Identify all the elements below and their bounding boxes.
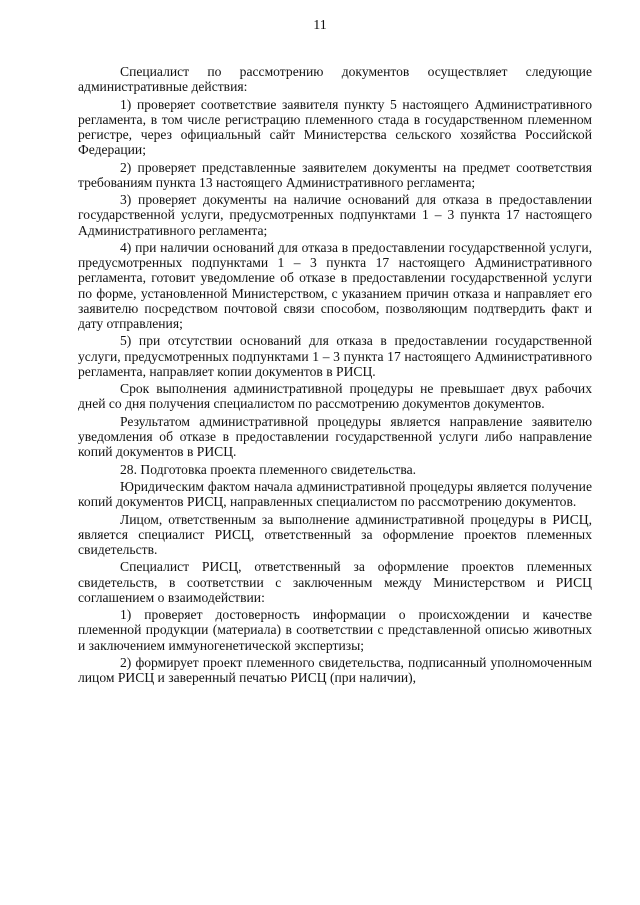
paragraph: Юридическим фактом начала административной процедуры является получение копий документов РИСЦ, направленных специалистом по рассмотрению документов. <box>78 478 592 510</box>
list-item: 4) при наличии оснований для отказа в предоставлении государственной услуги, предусмотренных подпунктами 1 – 3 пункта 17 настоящего Административного регламента, готовит уведомление об отказе в предоставлении государственной услуги по форме, установленной Министерством, с указанием причин отказа и направляет его заявителю посредством почтовой связи способом, позволяющим подтвердить факт и дату отправления; <box>78 239 592 331</box>
document-body <box>78 64 592 688</box>
paragraph: Результатом административной процедуры является направление заявителю уведомления об отказе в предоставлении государственной услуги либо направление копий документов в РИСЦ. <box>78 413 592 460</box>
list-item: 2) формирует проект племенного свидетельства, подписанный уполномоченным лицом РИСЦ и заверенный печатью РИСЦ (при наличии), <box>78 654 592 686</box>
page-number: 11 <box>313 18 327 33</box>
list-item: 5) при отсутствии оснований для отказа в предоставлении государственной услуги, предусмотренных подпунктами 1 – 3 пункта 17 настоящего Административного регламента, направляет копии документов в РИСЦ. <box>78 333 592 379</box>
list-item: 3) проверяет документы на наличие оснований для отказа в предоставлении государственной услуги, предусмотренных подпунктами 1 – 3 пункта 17 настоящего Административного регламента; <box>78 192 592 238</box>
paragraph: Срок выполнения административной процедуры не превышает двух рабочих дней со дня получения специалистом по рассмотрению документов документов. <box>78 381 592 412</box>
section-heading: 28. Подготовка проекта племенного свидетельства. <box>120 461 417 477</box>
paragraph: Специалист по рассмотрению документов осуществляет следующие административные действия: <box>78 64 592 95</box>
paragraph: Лицом, ответственным за выполнение административной процедуры в РИСЦ, является специалист РИСЦ, ответственный за оформление проектов племенных свидетельств. <box>78 511 592 557</box>
list-item: 1) проверяет достоверность информации о происхождении и качестве племенной продукции (материала) в соответствии с представленной описью животных и заключением иммуногенетической экспертизы; <box>78 607 592 653</box>
list-item: 2) проверяет представленные заявителем документы на предмет соответствия требованиям пункта 13 настоящего Административного регламента; <box>78 159 592 190</box>
paragraph: Специалист РИСЦ, ответственный за оформление проектов племенных свидетельств, в соответствии с заключенным между Министерством и РИСЦ соглашением о взаимодействии: <box>78 559 592 605</box>
list-item: 1) проверяет соответствие заявителя пункту 5 настоящего Административного регламента, в том числе регистрацию племенного стада в государственном племенном регистре, через официальный сайт Министерства сельского хозяйства Российской Федерации; <box>78 96 592 158</box>
